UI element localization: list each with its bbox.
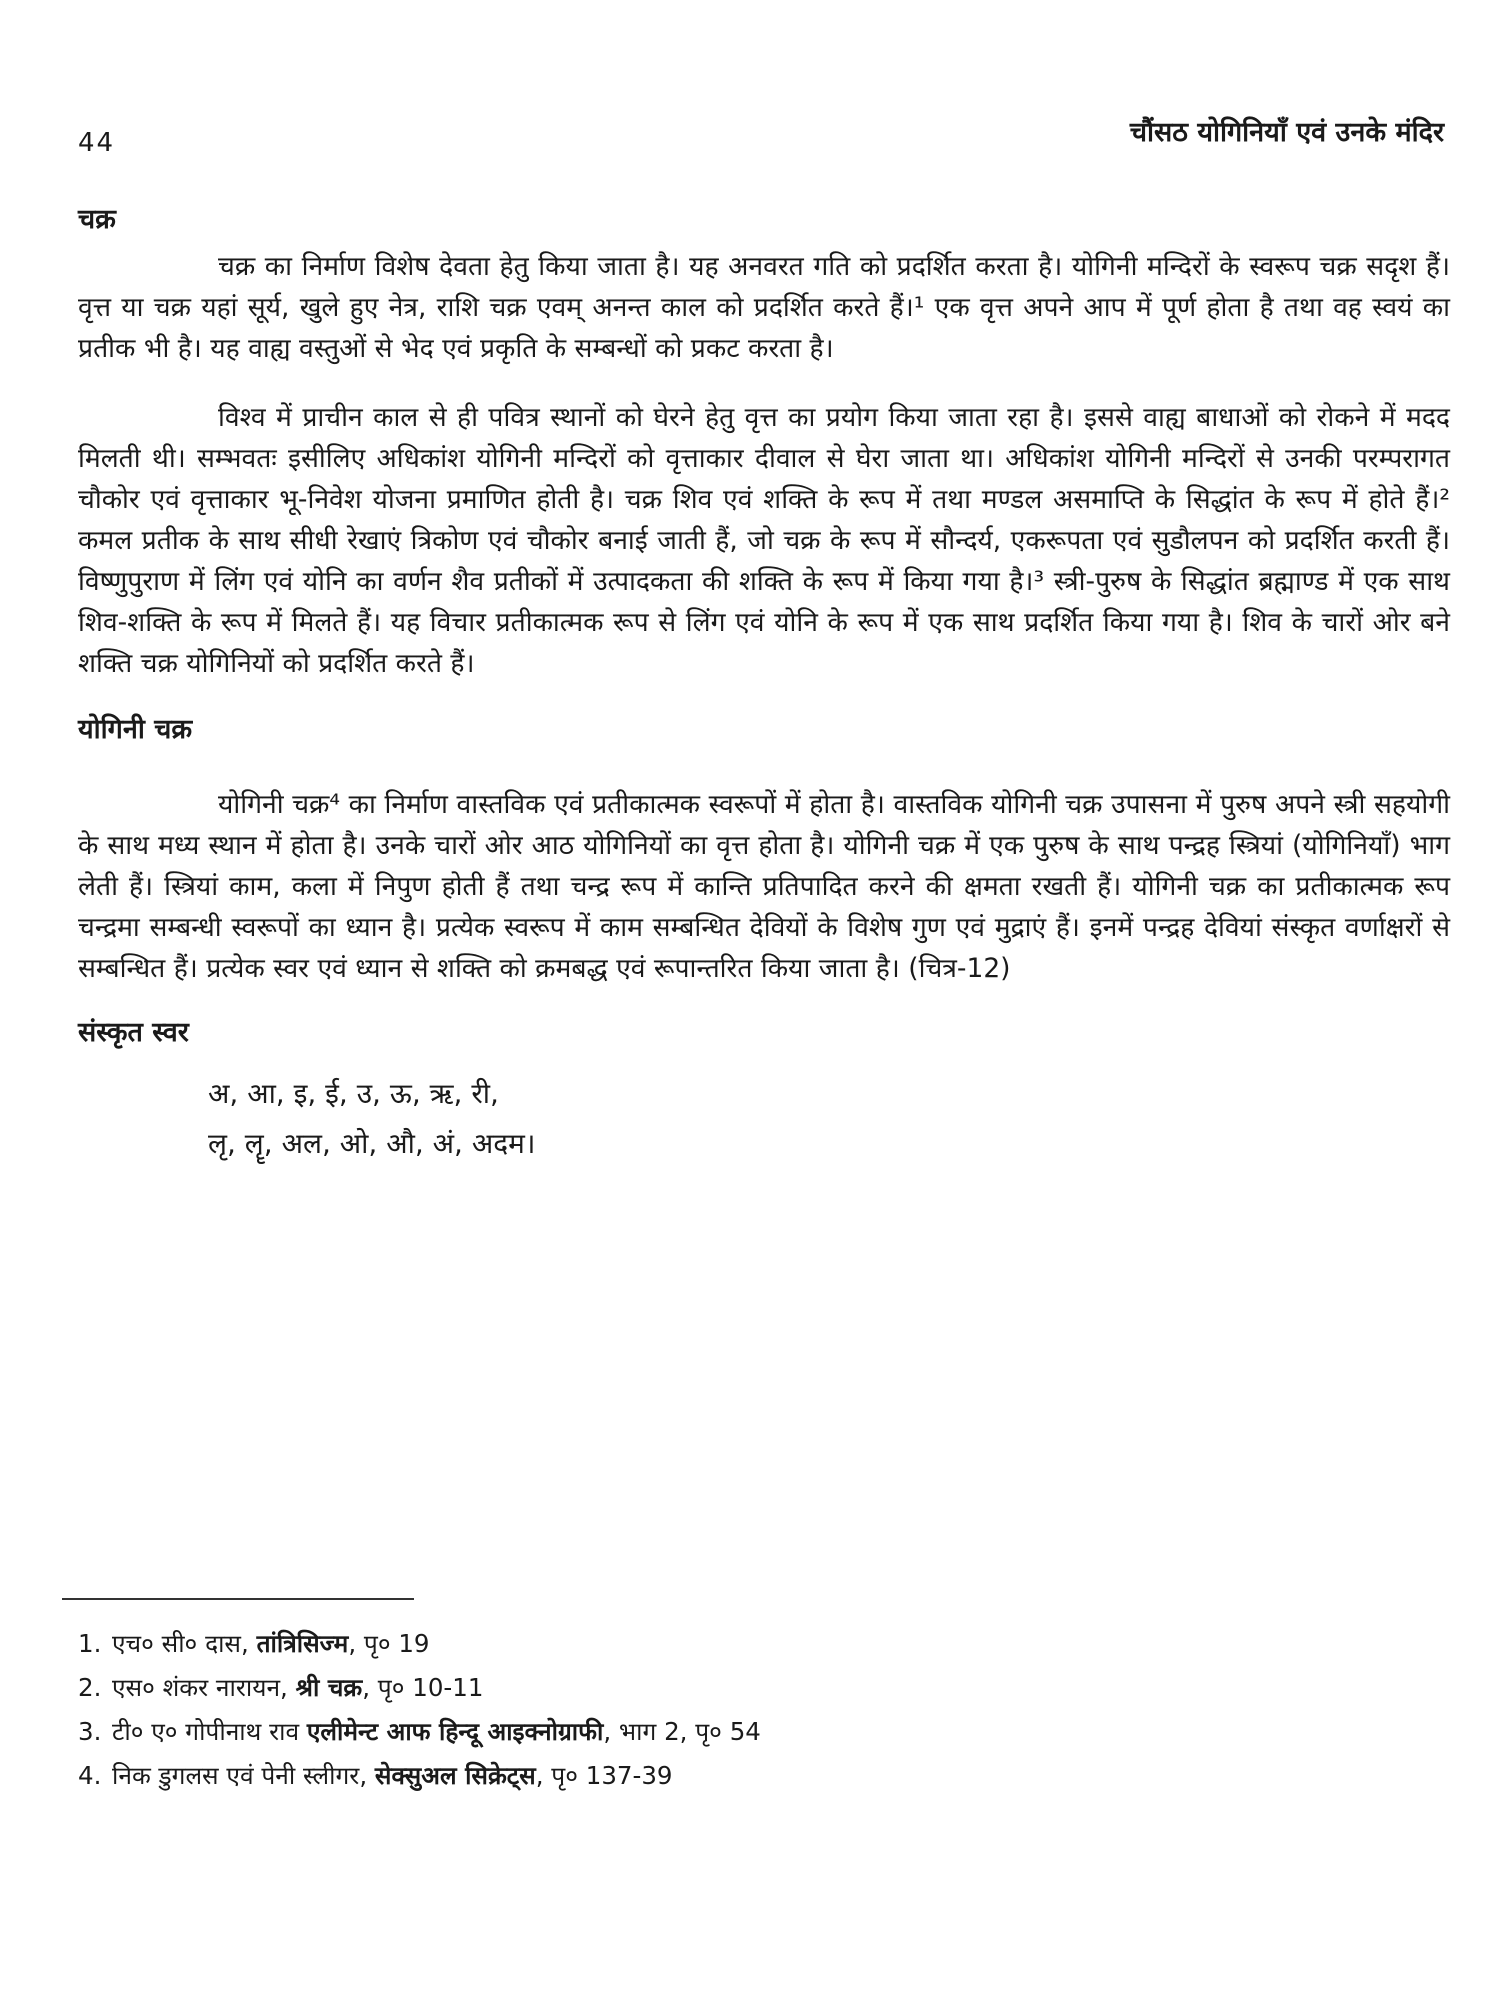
footnote-page: , भाग 2, पृ० 54: [603, 1717, 761, 1746]
footnote-number: 3.: [78, 1717, 102, 1746]
running-header: चौंसठ योगिनियाँ एवं उनके मंदिर: [1129, 117, 1444, 148]
footnote-number: 1.: [78, 1629, 102, 1658]
page-body: [78, 200, 1450, 1169]
footnote-page: , पृ० 10-11: [362, 1673, 484, 1702]
footnote-page: , पृ० 19: [348, 1629, 430, 1658]
sanskrit-vowel-list: [208, 1069, 1450, 1169]
footnote-2: [78, 1666, 1378, 1710]
footnote-number: 2.: [78, 1673, 102, 1702]
footnote-title: श्री चक्र: [295, 1673, 363, 1702]
vowel-line-1: अ, आ, इ, ई, उ, ऊ, ऋ, री,: [208, 1077, 499, 1110]
paragraph-chakra-2: विश्व में प्राचीन काल से ही पवित्र स्थानों को घेरने हेतु वृत्त का प्रयोग किया जाता रहा है। इससे वाह्य बाधाओं को रोकने में मदद मिलती थी। सम्भवतः इसीलिए अधिकांश योगिनी मन्दिरों को वृत्ताकार दीवाल से घेरा जाता था। अधिकांश योगिनी मन्दिरों से उनकी परम्परागत चौकोर एवं वृत्ताकार भू-निवेश योजना प्रमाणित होती है। चक्र शिव एवं शक्ति के रूप में तथा मण्डल असमाप्ति के सिद्धांत के रूप में होते हैं।² कमल प्रतीक के साथ सीधी रेखाएं त्रिकोण एवं चौकोर बनाई जाती हैं, जो चक्र के रूप में सौन्दर्य, एकरूपता एवं सुडौलपन को प्रदर्शित करती हैं। विष्णुपुराण में लिंग एवं योनि का वर्णन शैव प्रतीकों में उत्पादकता की शक्ति के रूप में किया गया है।³ स्त्री-पुरुष के सिद्धांत ब्रह्माण्ड में एक साथ शिव-शक्ति के रूप में मिलते हैं। यह विचार प्रतीकात्मक रूप से लिंग एवं योनि के रूप में एक साथ प्रदर्शित किया गया है। शिव के चारों ओर बने शक्ति चक्र योगिनियों को प्रदर्शित करते हैं।: [78, 402, 1450, 679]
footnote-page: , पृ० 137-39: [535, 1761, 673, 1790]
footnote-title: एलीमेन्ट आफ हिन्दू आइक्नोग्राफी: [306, 1717, 604, 1746]
footnote-number: 4.: [78, 1761, 102, 1790]
footnote-title: तांत्रिसिज्म: [256, 1629, 349, 1658]
paragraph-yogini-chakra: योगिनी चक्र⁴ का निर्माण वास्तविक एवं प्रतीकात्मक स्वरूपों में होता है। वास्तविक योगिनी चक्र उपासना में पुरुष अपने स्त्री सहयोगी के साथ मध्य स्थान में होता है। उनके चारों ओर आठ योगिनियों का वृत्त होता है। योगिनी चक्र में एक पुरुष के साथ पन्द्रह स्त्रियां (योगिनियाँ) भाग लेती हैं। स्त्रियां काम, कला में निपुण होती हैं तथा चन्द्र रूप में कान्ति प्रतिपादित करने की क्षमता रखती हैं। योगिनी चक्र का प्रतीकात्मक रूप चन्द्रमा सम्बन्धी स्वरूपों का ध्यान है। प्रत्येक स्वरूप में काम सम्बन्धित देवियों के विशेष गुण एवं मुद्राएं हैं। इनमें पन्द्रह देवियां संस्कृत वर्णाक्षरों से सम्बन्धित हैं। प्रत्येक स्वर एवं ध्यान से शक्ति को क्रमबद्ध एवं रूपान्तरित किया जाता है। (चित्र-12): [78, 789, 1450, 984]
footnote-title: सेक्सुअल सिक्रेट्स: [374, 1761, 536, 1790]
page-number: 44: [78, 128, 116, 158]
section-heading-yogini-chakra: योगिनी चक्र: [78, 714, 193, 745]
footnote-author: टी० ए० गोपीनाथ राव: [112, 1717, 307, 1746]
footnote-4: [78, 1754, 1378, 1798]
footnote-author: एस० शंकर नारायन,: [112, 1673, 296, 1702]
footnote-author: निक डुगलस एवं पेनी स्लीगर,: [112, 1761, 375, 1790]
footnotes: [78, 1622, 1378, 1798]
vowel-line-2: लृ, लॄ, अल, ओ, औ, अं, अदम।: [208, 1127, 536, 1160]
footnote-divider: [62, 1598, 414, 1600]
footnote-author: एच० सी० दास,: [112, 1629, 257, 1658]
section-heading-sanskrit-swar: संस्कृत स्वर: [78, 1017, 189, 1048]
footnote-1: [78, 1622, 1378, 1666]
footnote-3: [78, 1710, 1378, 1754]
paragraph-chakra-1: चक्र का निर्माण विशेष देवता हेतु किया जाता है। यह अनवरत गति को प्रदर्शित करता है। योगिनी मन्दिरों के स्वरूप चक्र सदृश हैं। वृत्त या चक्र यहां सूर्य, खुले हुए नेत्र, राशि चक्र एवम् अनन्त काल को प्रदर्शित करते हैं।¹ एक वृत्त अपने आप में पूर्ण होता है तथा वह स्वयं का प्रतीक भी है। यह वाह्य वस्तुओं से भेद एवं प्रकृति के सम्बन्धों को प्रकट करता है।: [78, 251, 1450, 364]
section-heading-chakra: चक्र: [78, 204, 116, 235]
